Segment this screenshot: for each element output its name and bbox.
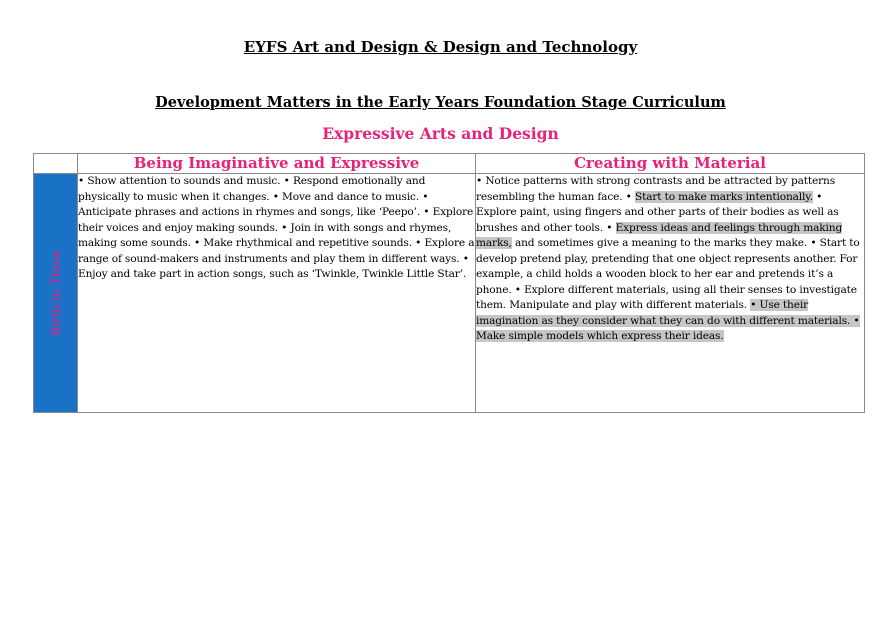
highlighted-text-imagination-models: • Use their imagination as they consider what they can do with different materials. • Make simple models which express their ideas.	[476, 299, 860, 342]
imaginative-expressive-cell: • Show attention to sounds and music. • Respond emotionally and physically to music when it changes. • Move and dance to music. • Anticipate phrases and actions in rhymes and songs, like ‘Peepo’. • Explore their voices and enjoy making sounds. • Join in with songs and rhymes, making some sounds. • Make rhythmical and repetitive sounds. • Explore a range of sound-makers and instruments and play them in different ways. • Enjoy and take part in action songs, such as ‘Twinkle, Twinkle Little Star’.	[78, 174, 476, 413]
header-being-imaginative: Being Imaginative and Expressive	[78, 154, 476, 174]
header-empty-cell	[34, 154, 78, 174]
table-header-row	[34, 154, 865, 174]
material-text-part-3: and sometimes give a meaning to the marks they make. • Start to develop pretend play, pretending that one object represents another. For example, a child holds a wooden block to her ear and pretends it’s a phone. • Explore different materials, using all their senses to investigate them. Manipulate and play with different materials.	[476, 237, 860, 311]
age-band-cell	[34, 174, 78, 413]
creating-with-material-cell	[476, 174, 865, 413]
highlighted-text-express-ideas: Express ideas and feelings through making marks,	[476, 221, 843, 249]
age-band-label: Birth to Three	[48, 249, 63, 337]
material-text-part-2: • Explore paint, using fingers and other parts of their bodies as well as brushes and other tools. •	[476, 190, 839, 234]
document-title: EYFS Art and Design & Design and Technology	[243, 38, 638, 56]
highlighted-text-marks-intentionally: Start to make marks intentionally.	[634, 190, 813, 203]
section-heading: Expressive Arts and Design	[322, 124, 559, 143]
document-subtitle: Development Matters in the Early Years Foundation Stage Curriculum	[155, 94, 726, 111]
development-matters-table	[33, 153, 865, 413]
material-text-part-1: • Notice patterns with strong contrasts and be attracted by patterns resembling the human face. •	[476, 175, 835, 203]
header-creating-with-material: Creating with Material	[476, 154, 865, 174]
table-row	[34, 174, 865, 413]
